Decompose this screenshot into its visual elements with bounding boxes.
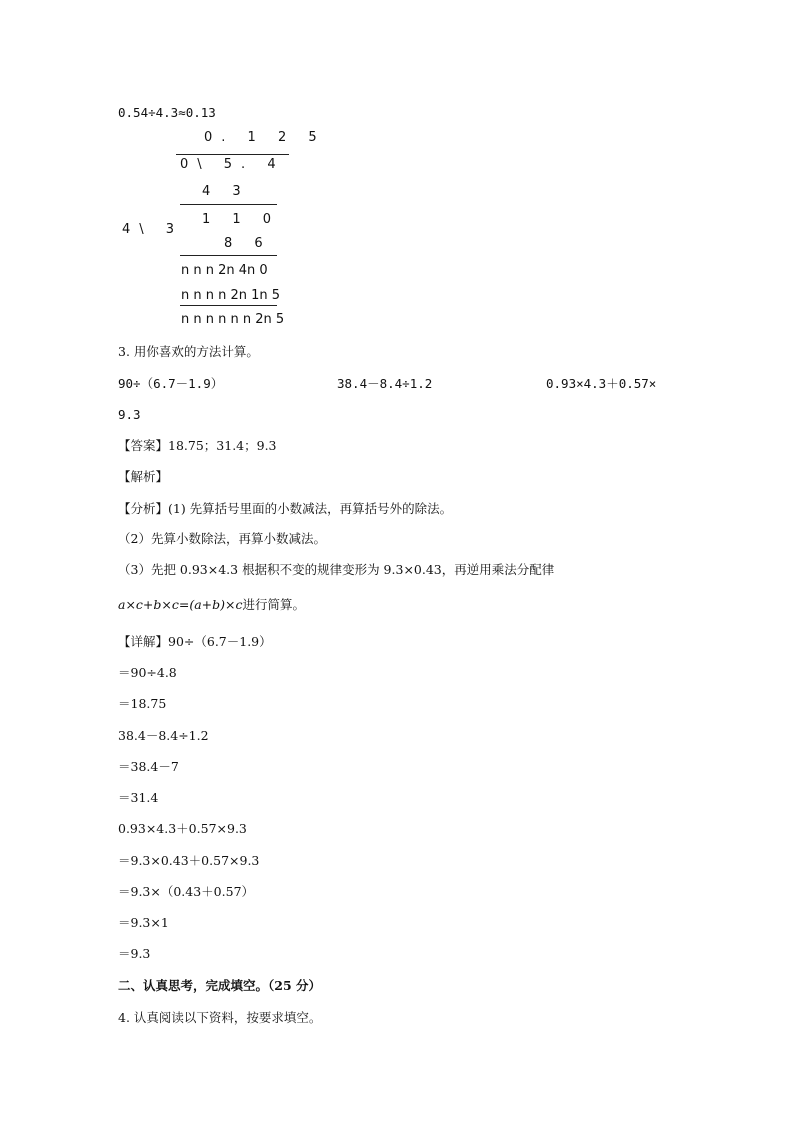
analysis-2: （2）先算小数除法，再算小数减法。 <box>118 531 326 546</box>
division-header: 0.54÷4.3≈0.13 <box>118 105 216 120</box>
jiexi-heading: 【解析】 <box>118 469 169 484</box>
expr-1: 90÷（6.7－1.9） <box>118 376 224 391</box>
formula-line <box>118 597 305 613</box>
detail-line: ＝9.3×0.43＋0.57×9.3 <box>118 853 260 868</box>
expr-2: 38.4－8.4÷1.2 <box>337 376 433 391</box>
division-bar <box>176 154 289 155</box>
division-quotient: 0. 1 2 5 <box>204 130 326 145</box>
division-step2: 1 1 0 <box>202 212 281 227</box>
division-row4: n n n 2n 4n 0 <box>181 263 268 278</box>
answer-line: 【答案】18.75；31.4；9.3 <box>118 438 277 453</box>
question-3-title: 3. 用你喜欢的方法计算。 <box>118 344 259 359</box>
formula-suffix: 进行简算。 <box>242 597 306 612</box>
question-4: 4. 认真阅读以下资料，按要求填空。 <box>118 1010 322 1025</box>
division-row5: n n n n 2n 1n 5 <box>181 288 281 303</box>
detail-line: ＝9.3×（0.43＋0.57） <box>118 884 255 899</box>
expr-3: 0.93×4.3＋0.57× <box>546 376 657 391</box>
detail-line: ＝9.3×1 <box>118 915 169 930</box>
detail-line: 0.93×4.3＋0.57×9.3 <box>118 821 247 836</box>
detail-line: ＝18.75 <box>118 696 167 711</box>
formula: a×c+b×c=(a+b)×c <box>118 597 243 612</box>
division-step3-line <box>180 255 277 256</box>
detail-line: ＝9.3 <box>118 946 151 961</box>
expr-3-cont: 9.3 <box>118 407 141 422</box>
division-step1-line <box>180 204 277 205</box>
detail-line: ＝31.4 <box>118 790 159 805</box>
division-row6: n n n n n n 2n 5 <box>181 312 285 327</box>
detail-line: 【详解】90÷（6.7－1.9） <box>118 634 272 649</box>
analysis-1: 【分析】(1) 先算括号里面的小数减法，再算括号外的除法。 <box>118 501 453 516</box>
detail-line: ＝38.4－7 <box>118 759 179 774</box>
division-divisor: 4\ 3 <box>122 222 184 237</box>
division-step1: 4 3 <box>202 184 250 199</box>
detail-line: ＝90÷4.8 <box>118 665 177 680</box>
section-2-title: 二、认真思考，完成填空。（25 分） <box>118 978 321 993</box>
division-row5-line <box>180 305 277 306</box>
analysis-3: （3）先把 0.93×4.3 根据积不变的规律变形为 9.3×0.43，再逆用乘法分配律 <box>118 562 555 577</box>
division-step3: 8 6 <box>224 236 272 251</box>
division-dividend: 0\ 5. 4 <box>180 157 285 172</box>
detail-line: 38.4－8.4÷1.2 <box>118 728 209 743</box>
